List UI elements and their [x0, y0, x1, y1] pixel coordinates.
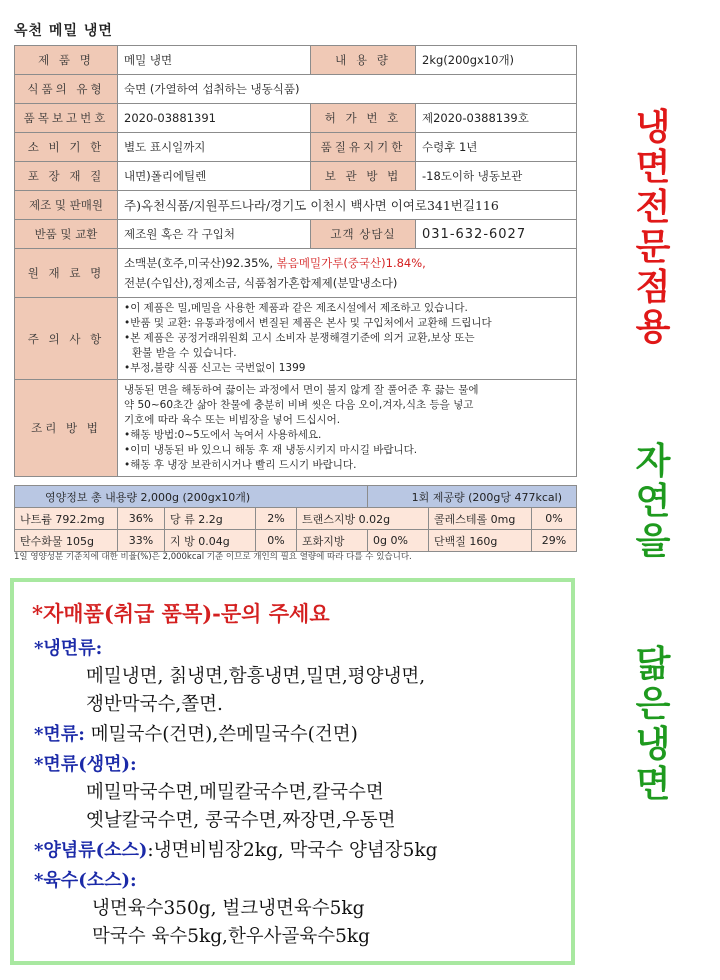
content-value: 2kg(200gx10개)	[416, 46, 577, 75]
product-list-item: 메밀막국수면,메밀칼국수면,칼국수면	[86, 782, 384, 803]
nutrient-cell: 콜레스테롤 0mg	[429, 508, 532, 530]
cooking-line: 약 50~60초간 삶아 찬물에 충분히 비벼 씻은 다음 오이,겨자,식초 등을 넣고	[124, 399, 474, 411]
page-title: 옥천 메밀 냉면	[14, 23, 113, 39]
caution-line: •본 제품은 공정거래위원회 고시 소비자 분쟁해결기준에 의거 교환,보상 또는	[124, 332, 475, 344]
category-label-broth: *육수(소스):	[34, 870, 137, 891]
caution-label: 주 의 사 항	[15, 298, 118, 380]
slogan-char: 전	[635, 187, 671, 228]
consult-label: 고객 상담실	[311, 220, 416, 249]
dry-noodle-items: 메밀국수(건면),쓴메밀국수(건면)	[84, 724, 358, 745]
product-list-item: 메밀냉면, 칡냉면,함흥냉면,밀면,평양냉면,	[86, 666, 426, 687]
caution-line: •이 제품은 밀,메밀을 사용한 제품과 같은 제조시설에서 제조하고 있습니다.	[124, 302, 468, 314]
permit-label: 허 가 번 호	[311, 104, 416, 133]
slogan-char: 연	[635, 481, 671, 522]
slogan-char: 을	[635, 521, 671, 562]
consult-value: 031-632-6027	[416, 220, 577, 249]
package-label: 포 장 재 질	[15, 162, 118, 191]
cooking-value	[118, 380, 577, 477]
nutrient-percent: 33%	[118, 530, 165, 552]
slogan-char: 용	[635, 307, 671, 348]
caution-line: •반품 및 교환: 유통과정에서 변질된 제품은 본사 및 구입처에서 교환해 드립니다	[124, 317, 492, 329]
ingredients-text: 소맥분(호주,미국산)92.35%,	[124, 256, 277, 270]
slogan-char: 점	[635, 267, 671, 308]
ingredients-highlight: 볶음메밀가루(중국산)1.84%,	[276, 256, 426, 270]
nutrient-cell: 지 방 0.04g	[165, 530, 256, 552]
cooking-label: 조리 방 법	[15, 380, 118, 477]
storage-value: -18도이하 냉동보관	[416, 162, 577, 191]
nutrient-cell: 탄수화물 105g	[15, 530, 118, 552]
nutrition-header-left: 영양정보 총 내용량 2,000g (200gx10개)	[15, 486, 368, 508]
slogan-char: 은	[635, 684, 671, 725]
slogan-char: 면	[635, 147, 671, 188]
quality-label: 품질유지기한	[311, 133, 416, 162]
slogan-char: 냉	[635, 107, 671, 148]
category-label-dry-noodle: *면류:	[34, 724, 85, 745]
quality-value: 수령후 1년	[416, 133, 577, 162]
maker-value: 주)옥천식품/지원푸드나라/경기도 이천시 백사면 이여로341번길116	[118, 191, 577, 220]
cooking-line: 냉동된 면을 해동하여 끓이는 과정에서 면이 불지 않게 잘 풀어준 후 끓는 물에	[124, 384, 479, 396]
side-slogan-green-2	[628, 645, 678, 805]
nutrient-percent: 0%	[532, 508, 577, 530]
sister-products-heading: *자매품(취급 품목)-문의 주세요	[32, 601, 330, 626]
nutrition-table	[14, 485, 577, 552]
slogan-char: 면	[635, 764, 671, 805]
expiry-value: 별도 표시일까지	[118, 133, 311, 162]
nutrient-cell: 트랜스지방 0.02g	[297, 508, 429, 530]
report-value: 2020-03881391	[118, 104, 311, 133]
sister-products-box	[10, 578, 575, 965]
side-slogan-green-1	[628, 442, 678, 562]
nutrition-header-right: 1회 제공량 (200g당 477kcal)	[368, 486, 577, 508]
expiry-label: 소 비 기 한	[15, 133, 118, 162]
caution-value	[118, 298, 577, 380]
nutrient-cell: 당 류 2.2g	[165, 508, 256, 530]
cooking-line: •해동 방법:0~5도에서 녹여서 사용하세요.	[124, 429, 322, 441]
ingredients-value	[118, 249, 577, 298]
nutrient-percent: 2%	[256, 508, 297, 530]
sauce-items: :냉면비빔장2kg, 막국수 양념장5kg	[147, 840, 438, 861]
caution-line: •부정,불량 식품 신고는 국번없이 1399	[124, 362, 306, 374]
slogan-char: 냉	[635, 724, 671, 765]
product-name-label: 제 품 명	[15, 46, 118, 75]
permit-value: 제2020-0388139호	[416, 104, 577, 133]
category-label-sauce: *양념류(소스)	[34, 840, 148, 861]
slogan-char: 자	[635, 441, 671, 482]
product-list-item: 쟁반막국수,쫄면.	[86, 694, 223, 715]
type-label: 식품의 유형	[15, 75, 118, 104]
nutrient-cell: 나트륨 792.2mg	[15, 508, 118, 530]
report-label: 품목보고번호	[15, 104, 118, 133]
return-value: 제조원 혹은 각 구입처	[118, 220, 311, 249]
cooking-line: 기호에 따라 육수 또는 비빔장을 넣어 드십시어.	[124, 414, 341, 426]
nutrient-percent: 36%	[118, 508, 165, 530]
product-list-item	[34, 720, 358, 746]
product-list-item: 막국수 육수5kg,한우사골육수5kg	[92, 926, 370, 947]
slogan-char: 닮	[635, 644, 671, 685]
cooking-line: •해동 후 냉장 보관히시거나 빨리 드시기 바랍니다.	[124, 459, 357, 471]
caution-line: 환불 받을 수 있습니다.	[132, 347, 237, 359]
product-info-table	[14, 45, 577, 477]
content-label: 내 용 량	[311, 46, 416, 75]
category-label-naengmyeon: *냉면류:	[34, 638, 103, 659]
side-slogan-red	[628, 108, 678, 348]
storage-label: 보 관 방 법	[311, 162, 416, 191]
cooking-line: •이미 냉동된 바 있으니 해동 후 재 냉동시키지 마시길 바랍니다.	[124, 444, 418, 456]
category-label-fresh-noodle: *면류(생면):	[34, 754, 137, 775]
product-name-value: 메밀 냉면	[118, 46, 311, 75]
nutrient-percent: 0%	[256, 530, 297, 552]
slogan-char: 문	[635, 227, 671, 268]
nutrition-footnote: 1일 영양성분 기준치에 대한 비율(%)은 2,000kcal 기준 이므로 개인의 필요 열량에 따라 다를 수 있습니다.	[14, 552, 412, 562]
nutrient-percent: 29%	[532, 530, 577, 552]
product-list-item: 냉면육수350g, 벌크냉면육수5kg	[92, 898, 365, 919]
ingredients-label: 원 재 료 명	[15, 249, 118, 298]
product-list-item: 옛날칼국수면, 콩국수면,짜장면,우동면	[86, 810, 396, 831]
nutrient-cell: 0g 0%	[368, 530, 429, 552]
product-list-item	[34, 836, 438, 862]
ingredients-text-2: 전분(수입산),정제소금, 식품첨가혼합제제(분말냉소다)	[124, 276, 398, 290]
return-label: 반품 및 교환	[15, 220, 118, 249]
maker-label: 제조 및 판매원	[15, 191, 118, 220]
package-value: 내면)폴리에틸렌	[118, 162, 311, 191]
nutrient-cell: 단백질 160g	[429, 530, 532, 552]
nutrient-cell: 포화지방	[297, 530, 368, 552]
type-value: 숙면 (가열하여 섭취하는 냉동식품)	[118, 75, 577, 104]
